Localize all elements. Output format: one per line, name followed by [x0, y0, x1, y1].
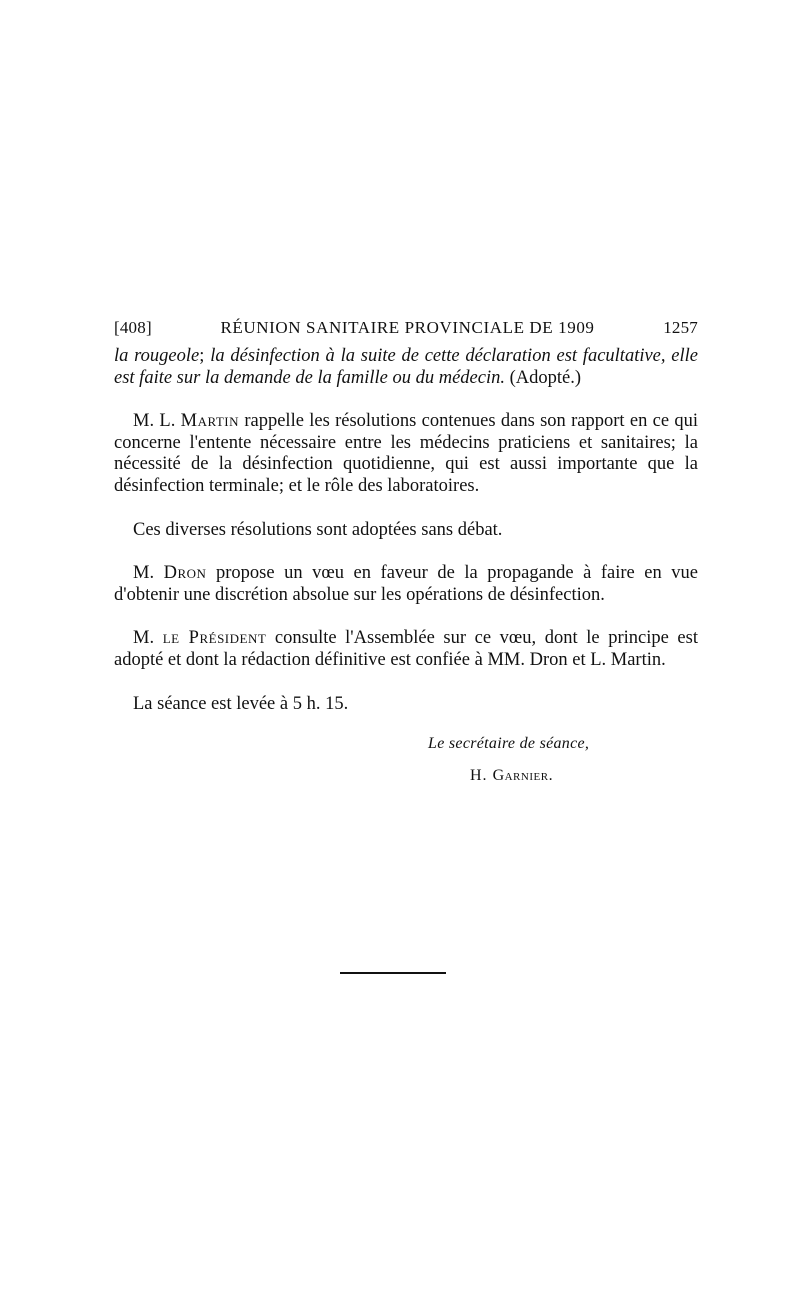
signature-name-line — [428, 767, 698, 785]
italic-text: la rougeole — [114, 346, 200, 366]
speaker-initial: M. L. — [133, 411, 181, 432]
paragraph-dron — [114, 563, 698, 606]
body-text: propose un vœu en faveur de la propagande à faire en vue d'obtenir une discrétion absolue sur les opérations de désinfection. — [114, 563, 698, 605]
page-number: 1257 — [663, 318, 698, 337]
signature-initial: H. — [470, 767, 493, 785]
signature-name: Garnier — [492, 767, 549, 785]
signature-title: Le secrétaire de séance, — [428, 735, 590, 753]
page-reference: [408] — [114, 318, 152, 337]
body-text: consulte l'Assemblée sur ce vœu, dont le principe est adopté et dont la rédaction définitive est confiée à MM. Dron et L. Martin. — [114, 628, 698, 670]
speaker-name: le Président — [162, 628, 267, 649]
speaker-initial: M. — [133, 628, 163, 649]
speaker-initial: M. — [133, 563, 164, 584]
signature-period: . — [548, 767, 554, 785]
running-header — [114, 318, 698, 338]
paragraph-closing — [114, 694, 698, 716]
body-text: Ces diverses résolutions sont adoptées sans débat. — [133, 519, 503, 540]
paragraph-continuation — [114, 346, 698, 389]
body-text: rappelle les résolutions contenues dans son rapport en ce qui concerne l'entente nécessaire entre les médecins praticiens et sanitaires; la nécessité de la désinfection quotidienne, qui est aussi importante que la désinfection terminale; et le rôle des laboratoires. — [114, 411, 699, 496]
running-title: RÉUNION SANITAIRE PROVINCIALE DE 1909 — [220, 318, 595, 337]
paragraph-martin — [114, 411, 698, 497]
page-content — [114, 318, 698, 785]
end-rule — [340, 972, 446, 974]
italic-text: la désinfection à la suite de cette déclaration est facultative, elle est faite sur la demande de la famille ou du médecin. — [114, 346, 699, 388]
adopted-note: (Adopté.) — [505, 367, 582, 388]
body-text: ; — [199, 346, 211, 366]
signature-block — [114, 735, 698, 785]
speaker-name: Martin — [180, 411, 240, 432]
paragraph-resolutions — [114, 520, 698, 542]
paragraph-president — [114, 628, 698, 671]
body-text: La séance est levée à 5 h. 15. — [133, 693, 349, 714]
speaker-name: Dron — [163, 563, 207, 584]
